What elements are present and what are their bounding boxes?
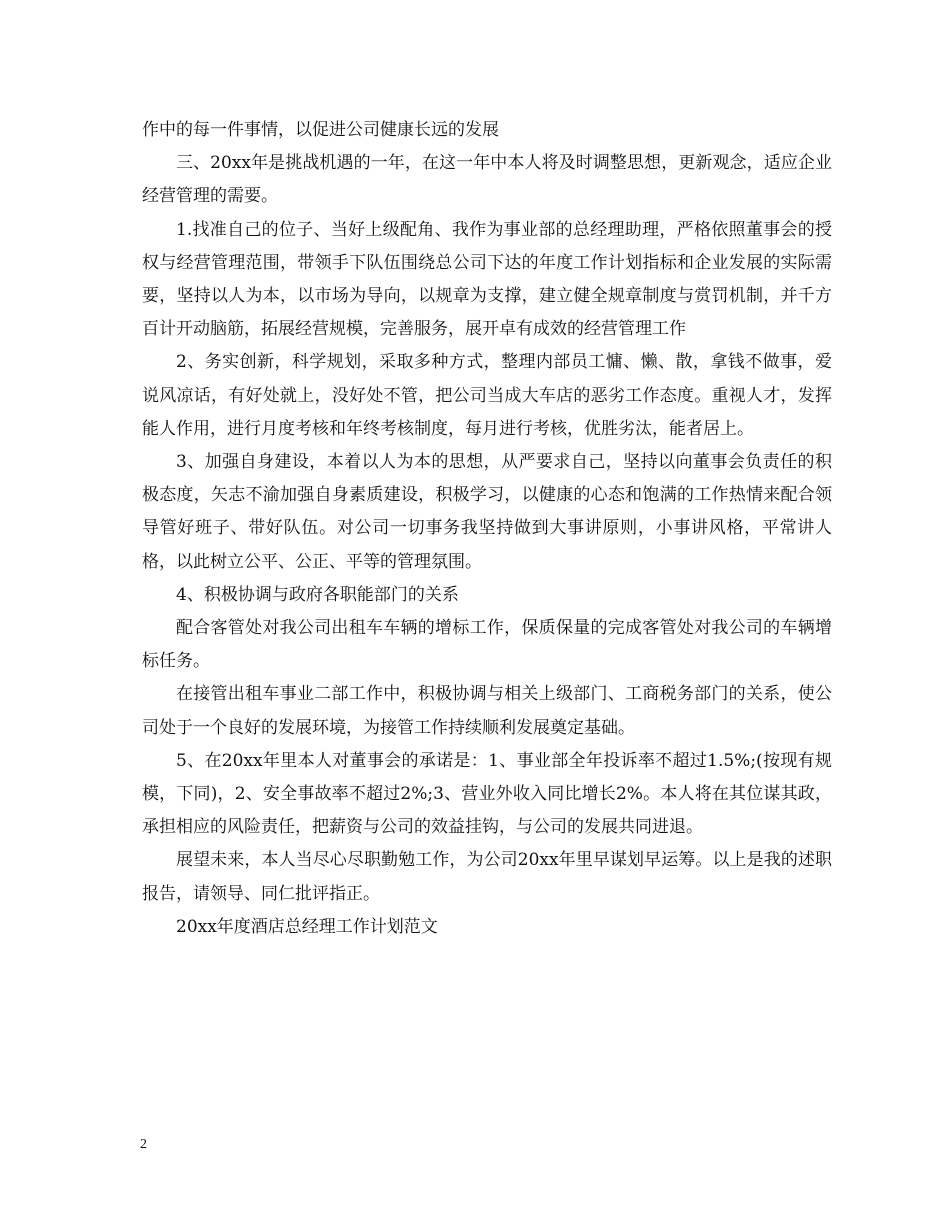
paragraph-item-2: 2、务实创新，科学规划，采取多种方式，整理内部员工慵、懒、散，拿钱不做事，爱说风凉话，有好处就上，没好处不管，把公司当成大车店的恶劣工作态度。重视人才，发挥能人作用，进行月度考核和年终考核制度，每月进行考核，优胜劣汰，能者居上。 [142, 352, 832, 439]
page-number: 2 [140, 1137, 147, 1152]
paragraph-taxi-division: 在接管出租车事业二部工作中，积极协调与相关上级部门、工商税务部门的关系，使公司处于一个良好的发展环境，为接管工作持续顺利发展奠定基础。 [142, 684, 832, 738]
paragraph-item-5: 5、在20xx年里本人对董事会的承诺是：1、事业部全年投诉率不超过1.5%;(按现有规模，下同)，2、安全事故率不超过2%;3、营业外收入同比增长2%。本人将在其位谋其政，承担相应的风险责任，把薪资与公司的效益挂钩，与公司的发展共同进退。 [142, 750, 832, 838]
paragraph-item-4: 4、积极协调与政府各职能部门的关系 [176, 584, 459, 605]
paragraph-outlook: 展望未来，本人当尽心尽职勤勉工作，为公司20xx年里早谋划早运筹。以上是我的述职报告，请领导、同仁批评指正。 [142, 850, 832, 904]
paragraph-continuation: 作中的每一件事情，以促进公司健康长远的发展 [142, 120, 499, 140]
paragraph-next-title: 20xx年度酒店总经理工作计划范文 [176, 916, 438, 937]
paragraph-item-3: 3、加强自身建设，本着以人为本的思想，从严要求自己，坚持以向董事会负责任的积极态度，矢志不渝加强自身素质建设，积极学习，以健康的心态和饱满的工作热情来配合领导管好班子、带好队伍。对公司一切事务我坚持做到大事讲原则，小事讲风格，平常讲人格，以此树立公平、公正、平等的管理氛围。 [142, 452, 832, 572]
document-body [142, 114, 832, 944]
paragraph-section-three: 三、20xx年是挑战机遇的一年，在这一年中本人将及时调整思想，更新观念，适应企业经营管理的需要。 [142, 153, 832, 207]
paragraph-vehicle-tagging: 配合客管处对我公司出租车车辆的增标工作，保质保量的完成客管处对我公司的车辆增标任务。 [142, 618, 832, 672]
paragraph-item-1: 1.找准自己的位子、当好上级配角、我作为事业部的总经理助理，严格依照董事会的授权与经营管理范围，带领手下队伍围绕总公司下达的年度工作计划指标和企业发展的实际需要，坚持以人为本，以市场为导向，以规章为支撑，建立健全规章制度与赏罚机制，并千方百计开动脑筋，拓展经营规模，完善服务，展开卓有成效的经营管理工作 [142, 219, 832, 340]
